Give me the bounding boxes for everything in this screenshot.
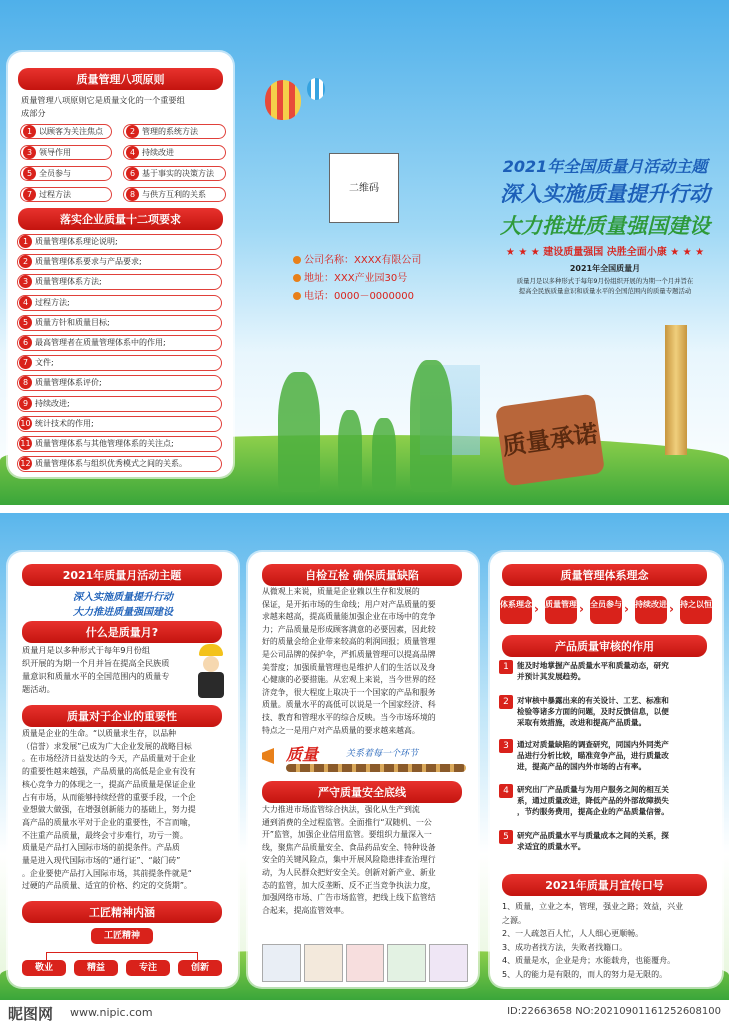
audit-line: 采取有效措施，改进和提高产品质量。 [517, 718, 647, 727]
requirement-number: 7 [19, 356, 32, 369]
bottom-sheet [0, 513, 729, 1000]
audit-line: 系，通过质量改进，降低产品的外部故障损失 [517, 796, 669, 805]
requirement-number: 12 [20, 459, 31, 469]
slogan-line: 3、成功者找方法，失败者找籍口。 [502, 942, 628, 952]
text-line: 大力推进市场监管综合执法，强化从生产到流 [262, 805, 420, 814]
audit-item [517, 784, 707, 817]
text-line: 质量。质量水平的高低可以说是一个国家经济、科 [262, 700, 436, 710]
text-line: 济竞争，很大程度上取决于一个国家的产品和服务 [262, 687, 436, 697]
theme-line2: 大力推进质量强国建设 [73, 607, 173, 618]
text-line: 的重要性越来越强，产品质量的高低是企业有没有 [22, 767, 196, 777]
audit-title: 产品质量审核的作用 [502, 635, 707, 657]
safety-text [262, 804, 472, 917]
family-silhouette-child2 [372, 418, 396, 490]
requirement-label: 质量管理体系评价; [35, 378, 102, 388]
worker-icon [196, 644, 226, 704]
phone-icon [293, 292, 301, 300]
flow-arrow-icon: › [579, 602, 584, 616]
requirement-number: 10 [20, 418, 31, 428]
audit-line: 研究出厂产品质量与为用户服务之间的相互关 [517, 785, 669, 794]
audit-line: 求适宜的质量水平。 [517, 842, 586, 851]
craft-connector [46, 952, 198, 960]
audit-item [517, 660, 707, 682]
text-line: 好的质量会给企业带来较高的利润回报；质量管理 [262, 637, 436, 647]
text-line: 美誉度；加强质量管理也是维护人们的生活以及身 [262, 662, 436, 672]
text-line: 高产品的质量水平对于企业的重要性，不言而喻， [22, 817, 196, 827]
requirement-item [17, 234, 222, 250]
text-line: 求越来越高，提高质量能加强企业在市场中的竞争 [262, 612, 436, 622]
chain-small-label: 关系着每一个环节 [346, 749, 419, 759]
footer-site: www.nipic.com [70, 1006, 153, 1019]
sheet-gap [0, 505, 729, 513]
requirement-label: 质量管理体系理论说明; [35, 237, 118, 246]
family-silhouette-child1 [338, 410, 362, 490]
quality-seal: 质量承诺 [495, 393, 605, 486]
principle-number: 7 [23, 188, 36, 201]
text-line: 占有市场，从而能够持续经营的重要手段，一个企 [22, 792, 196, 802]
craft-title: 工匠精神内涵 [22, 901, 222, 923]
audit-number: 2 [499, 695, 513, 709]
requirement-item [17, 416, 222, 432]
audit-line: 检验等诸多方面的问题，及时反馈信息，以便 [517, 707, 669, 716]
cover-theme-line1: 2021年全国质量月活动主题 [502, 157, 708, 176]
cover-stars-right: ★ ★ ★ [670, 247, 705, 258]
requirement-item [17, 254, 222, 270]
craft-item: 专注 [126, 960, 170, 976]
principle-label: 基于事实的决策方法 [142, 169, 214, 178]
requirement-item [17, 315, 222, 331]
left-panel [8, 52, 233, 477]
slogan-line: 1、质量，立业之本，管理，强业之路；效益，兴业 [502, 902, 684, 911]
requirement-label: 持续改进; [35, 398, 70, 408]
audit-line: 进，提高产品的国内外市场的占有率。 [517, 762, 647, 771]
principle-item [123, 124, 226, 139]
requirement-number: 11 [20, 439, 31, 448]
chain-graphic [262, 742, 467, 778]
bottom-middle-panel [248, 552, 478, 987]
requirement-number: 6 [19, 336, 32, 349]
requirement-item [17, 274, 222, 290]
family-silhouette-mother [278, 372, 320, 492]
flow-arrow-icon: › [669, 602, 674, 616]
audit-line: ，节约服务费用，提高企业的产品质量信誉。 [517, 807, 669, 816]
balloon-small-icon [307, 78, 325, 100]
requirement-label: 文件; [35, 358, 54, 368]
requirement-item [17, 396, 222, 412]
flow-arrow-icon: › [534, 602, 539, 616]
principle-label: 领导作用 [39, 148, 71, 157]
text-line: 通到消费的全过程监管。全面推行“双随机、一公 [262, 817, 432, 827]
flow-step-label: 质量管理 [545, 600, 577, 609]
slogan-title: 2021年质量月宣传口号 [502, 874, 707, 896]
company-name: 公司名称：XXXX有限公司 [304, 255, 422, 266]
flow-step-label: 持之以恒 [680, 600, 712, 609]
requirement-label: 最高管理者在质量管理体系中的作用; [35, 338, 166, 347]
audit-line: 对审核中暴露出来的有关设计、工艺、标准和 [517, 696, 669, 705]
cover-small-title: 2021年全国质量月 [569, 264, 641, 273]
audit-line: 能及时地掌握产品质量水平和质量动态，研究 [517, 661, 669, 670]
slogan-line: 5、人的能力是有限的，而人的努力是无限的。 [502, 969, 668, 979]
text-line: 力；产品质量是形成顾客满意的必要因素，因此较 [262, 624, 436, 634]
text-line: 业想做大做强，在增强创新能力的基础上，努力提 [22, 805, 196, 815]
footer-brand: 昵图网 [8, 1005, 54, 1023]
text-line: 动，为人民群众把好安全关。创新对新产业、新业 [262, 867, 436, 877]
address-icon [293, 274, 301, 282]
principle-label: 与供方互利的关系 [142, 190, 206, 199]
text-line: 不注重产品质量，最终会寸步难行，功亏一篑。 [22, 830, 188, 840]
text-line: 是公司品牌的保护伞，严抓质量管理可以提高品牌 [262, 649, 436, 659]
principle-item [20, 166, 112, 181]
text-line: （信誉）求发展”已成为广大企业发展的战略目标 [22, 741, 192, 751]
requirement-label: 质量管理体系要求与产品要求; [35, 257, 142, 267]
text-line: 合起来，提高监管效率。 [262, 905, 349, 915]
selfcheck-title: 自检互检 确保质量缺陷 [262, 564, 462, 586]
theme-line1: 深入实施质量提升行动 [73, 592, 173, 603]
requirement-label: 质量管理体系与其他管理体系的关注点; [35, 439, 174, 448]
requirement-item [17, 456, 222, 472]
cover-subtitle [485, 243, 725, 258]
slogan-line: 4、质量是水，企业是舟；水能载舟，也能覆舟。 [502, 956, 676, 965]
what-text: 质量月是以多种形式于每年9月份组 织开展的为期一个月并旨在提高全民族质 量意识和质量水平的全国范围内的质量专 题活动。 [22, 645, 170, 694]
audit-item [517, 830, 707, 852]
requirement-number: 1 [19, 235, 32, 248]
requirement-item [17, 375, 222, 391]
requirement-label: 统计技术的作用; [35, 418, 94, 428]
requirement-label: 质量管理体系方法; [35, 277, 102, 287]
principle-number: 5 [23, 167, 36, 180]
text-line: 安全的关键风险点，集中开展风险隐患排查治理行 [262, 855, 436, 865]
principle-label: 全员参与 [39, 169, 71, 178]
text-line: 特点之一是用户对产品质量的要求越来越高。 [262, 725, 420, 735]
principle-label: 以顾客为关注焦点 [39, 127, 103, 136]
bottom-right-panel [490, 552, 722, 987]
principle-label: 管理的系统方法 [142, 127, 198, 136]
bottom-left-panel [8, 552, 238, 987]
audit-item [517, 739, 707, 772]
text-line: 从微观上来说，质量是企业赖以生存和发展的 [262, 587, 420, 596]
requirement-label: 质量管理体系与组织优秀模式之间的关系。 [35, 459, 187, 469]
audit-line: 研究产品质量水平与质量成本之间的关系，探 [517, 831, 669, 840]
hot-air-balloon-icon [265, 80, 301, 120]
flow-step [590, 596, 622, 624]
system-title: 质量管理体系理念 [502, 564, 707, 586]
audit-line: 并预计其发展趋势。 [517, 672, 586, 681]
system-flow [500, 596, 715, 626]
cover-small-text: 质量月是以多种形式于每年9月份组织开展的为期一个月并旨在 提高全民族质量意识和质量水平的全国范围内的质量专题活动 [516, 277, 694, 295]
audit-number: 5 [499, 830, 513, 844]
audit-line: 通过对质量缺陷的调查研究，同国内外同类产 [517, 740, 669, 749]
flow-step-label: 体系理念 [500, 600, 532, 609]
craft-item: 敬业 [22, 960, 66, 976]
requirement-item [17, 295, 222, 311]
text-line: 开”监管，加强企业信用监管。要组织力量深入一 [262, 830, 432, 840]
text-line: 技、教育和管理水平的综合反映。当今市场环境的 [262, 712, 436, 722]
audit-number: 4 [499, 784, 513, 798]
requirement-item [17, 355, 222, 371]
chain-links-icon [286, 764, 466, 772]
requirement-number: 9 [19, 397, 32, 410]
cover-theme-line2: 深入实施质量提升行动 [500, 182, 710, 206]
principle-item [20, 145, 112, 160]
text-line: 核心竞争力的体现之一，提高产品质量是保证企业 [22, 779, 196, 789]
principle-item [123, 166, 226, 181]
cover-stars-left: ★ ★ ★ [505, 247, 540, 258]
requirement-number: 4 [19, 296, 32, 309]
text-line: 态的监管，加大反垄断、反不正当竞争执法力度， [262, 880, 436, 890]
text-line: 量是进入现代国际市场的“通行证”、“敲门砖” [22, 856, 181, 866]
requirement-number: 2 [19, 255, 32, 268]
principle-number: 4 [126, 146, 139, 159]
text-line: 保证，是开拓市场的生命线；用户对产品质量的要 [262, 599, 436, 609]
company-address: 地址：XXX产业园30号 [304, 273, 408, 284]
text-line: 心健康的必要措施。从宏观上来说，当今世界的经 [262, 675, 436, 685]
principle-item [20, 124, 112, 139]
craft-root: 工匠精神 [91, 928, 153, 944]
audit-item [517, 695, 707, 728]
slogan-line: 之源。 [502, 915, 526, 925]
principle-item [20, 187, 112, 202]
principle-number: 1 [23, 125, 36, 138]
audit-number: 3 [499, 739, 513, 753]
text-line: 质量是产品打入国际市场的前提条件。产品质 [22, 843, 180, 853]
importance-title: 质量对于企业的重要性 [22, 705, 222, 727]
requirement-label: 过程方法; [35, 297, 70, 307]
principle-number: 2 [126, 125, 139, 138]
audit-number: 1 [499, 660, 513, 674]
text-line: 过硬的产品质量、适宜的价格、约定的交货期”。 [22, 881, 192, 891]
text-line: 线，聚焦产品质量安全、食品药品安全、特种设备 [262, 842, 436, 852]
family-silhouette-father [410, 360, 452, 492]
chain-big-label: 质量 [286, 745, 319, 764]
company-icon [293, 256, 301, 264]
cover-theme-line3: 大力推进质量强国建设 [500, 214, 710, 238]
text-line: 质量是企业的生命。“以质量求生存，以品种 [22, 729, 177, 738]
theme-title: 2021年质量月活动主题 [22, 564, 222, 586]
flow-arrow-icon: › [624, 602, 629, 616]
comic-strip [262, 944, 468, 982]
craft-item: 精益 [74, 960, 118, 976]
watermark-footer [0, 1000, 729, 1024]
safety-title: 严守质量安全底线 [262, 781, 462, 803]
requirement-number: 3 [19, 275, 32, 288]
cover-slogan: 建设质量强国 决胜全面小康 [543, 247, 667, 258]
slogan-line: 2、一人疏忽百人忙，人人细心更顺畅。 [502, 929, 644, 938]
requirement-number: 5 [19, 316, 32, 329]
footer-id: ID:22663658 NO:20210901161252608100 [507, 1006, 721, 1017]
megaphone-icon [262, 748, 282, 764]
selfcheck-text [262, 586, 472, 737]
contact-info [293, 252, 421, 306]
principle-item [123, 145, 226, 160]
flow-step [635, 596, 667, 624]
principle-label: 过程方法 [39, 190, 71, 199]
flow-step-label: 全员参与 [590, 600, 622, 609]
requirement-item [17, 436, 222, 452]
principles-intro: 质量管理八项原则它是质量文化的一个重要组 成部分 [21, 95, 185, 118]
flow-step [680, 596, 712, 624]
flow-step [500, 596, 532, 624]
text-line: 加强网络市场、广告市场监管，把线上线下监管结 [262, 893, 436, 903]
text-line: 。在市场经济日益发达的今天，产品质量对于企业 [22, 754, 196, 764]
principle-item [123, 187, 226, 202]
importance-text [22, 728, 232, 893]
principle-number: 6 [126, 167, 139, 180]
requirements-title: 落实企业质量十二项要求 [18, 208, 223, 230]
requirement-number: 8 [19, 376, 32, 389]
principle-number: 3 [23, 146, 36, 159]
requirement-label: 质量方针和质量目标; [35, 317, 110, 327]
monument-pillar [665, 325, 687, 455]
requirement-item [17, 335, 222, 351]
audit-line: 品进行分析比较，瞄准竞争产品，进行质量改 [517, 751, 669, 760]
flow-step-label: 持续改进 [635, 600, 667, 609]
principles-title: 质量管理八项原则 [18, 68, 223, 90]
flow-step [545, 596, 577, 624]
craft-item: 创新 [178, 960, 222, 976]
text-line: 。企业要使产品打入国际市场，其前提条件就是“ [22, 868, 192, 878]
qr-code-box: 二维码 [329, 153, 399, 223]
company-phone: 电话：0000－0000000 [304, 291, 414, 302]
principle-label: 持续改进 [142, 148, 174, 157]
what-title: 什么是质量月? [22, 621, 222, 643]
principle-number: 8 [126, 188, 139, 201]
top-sheet [0, 0, 729, 505]
